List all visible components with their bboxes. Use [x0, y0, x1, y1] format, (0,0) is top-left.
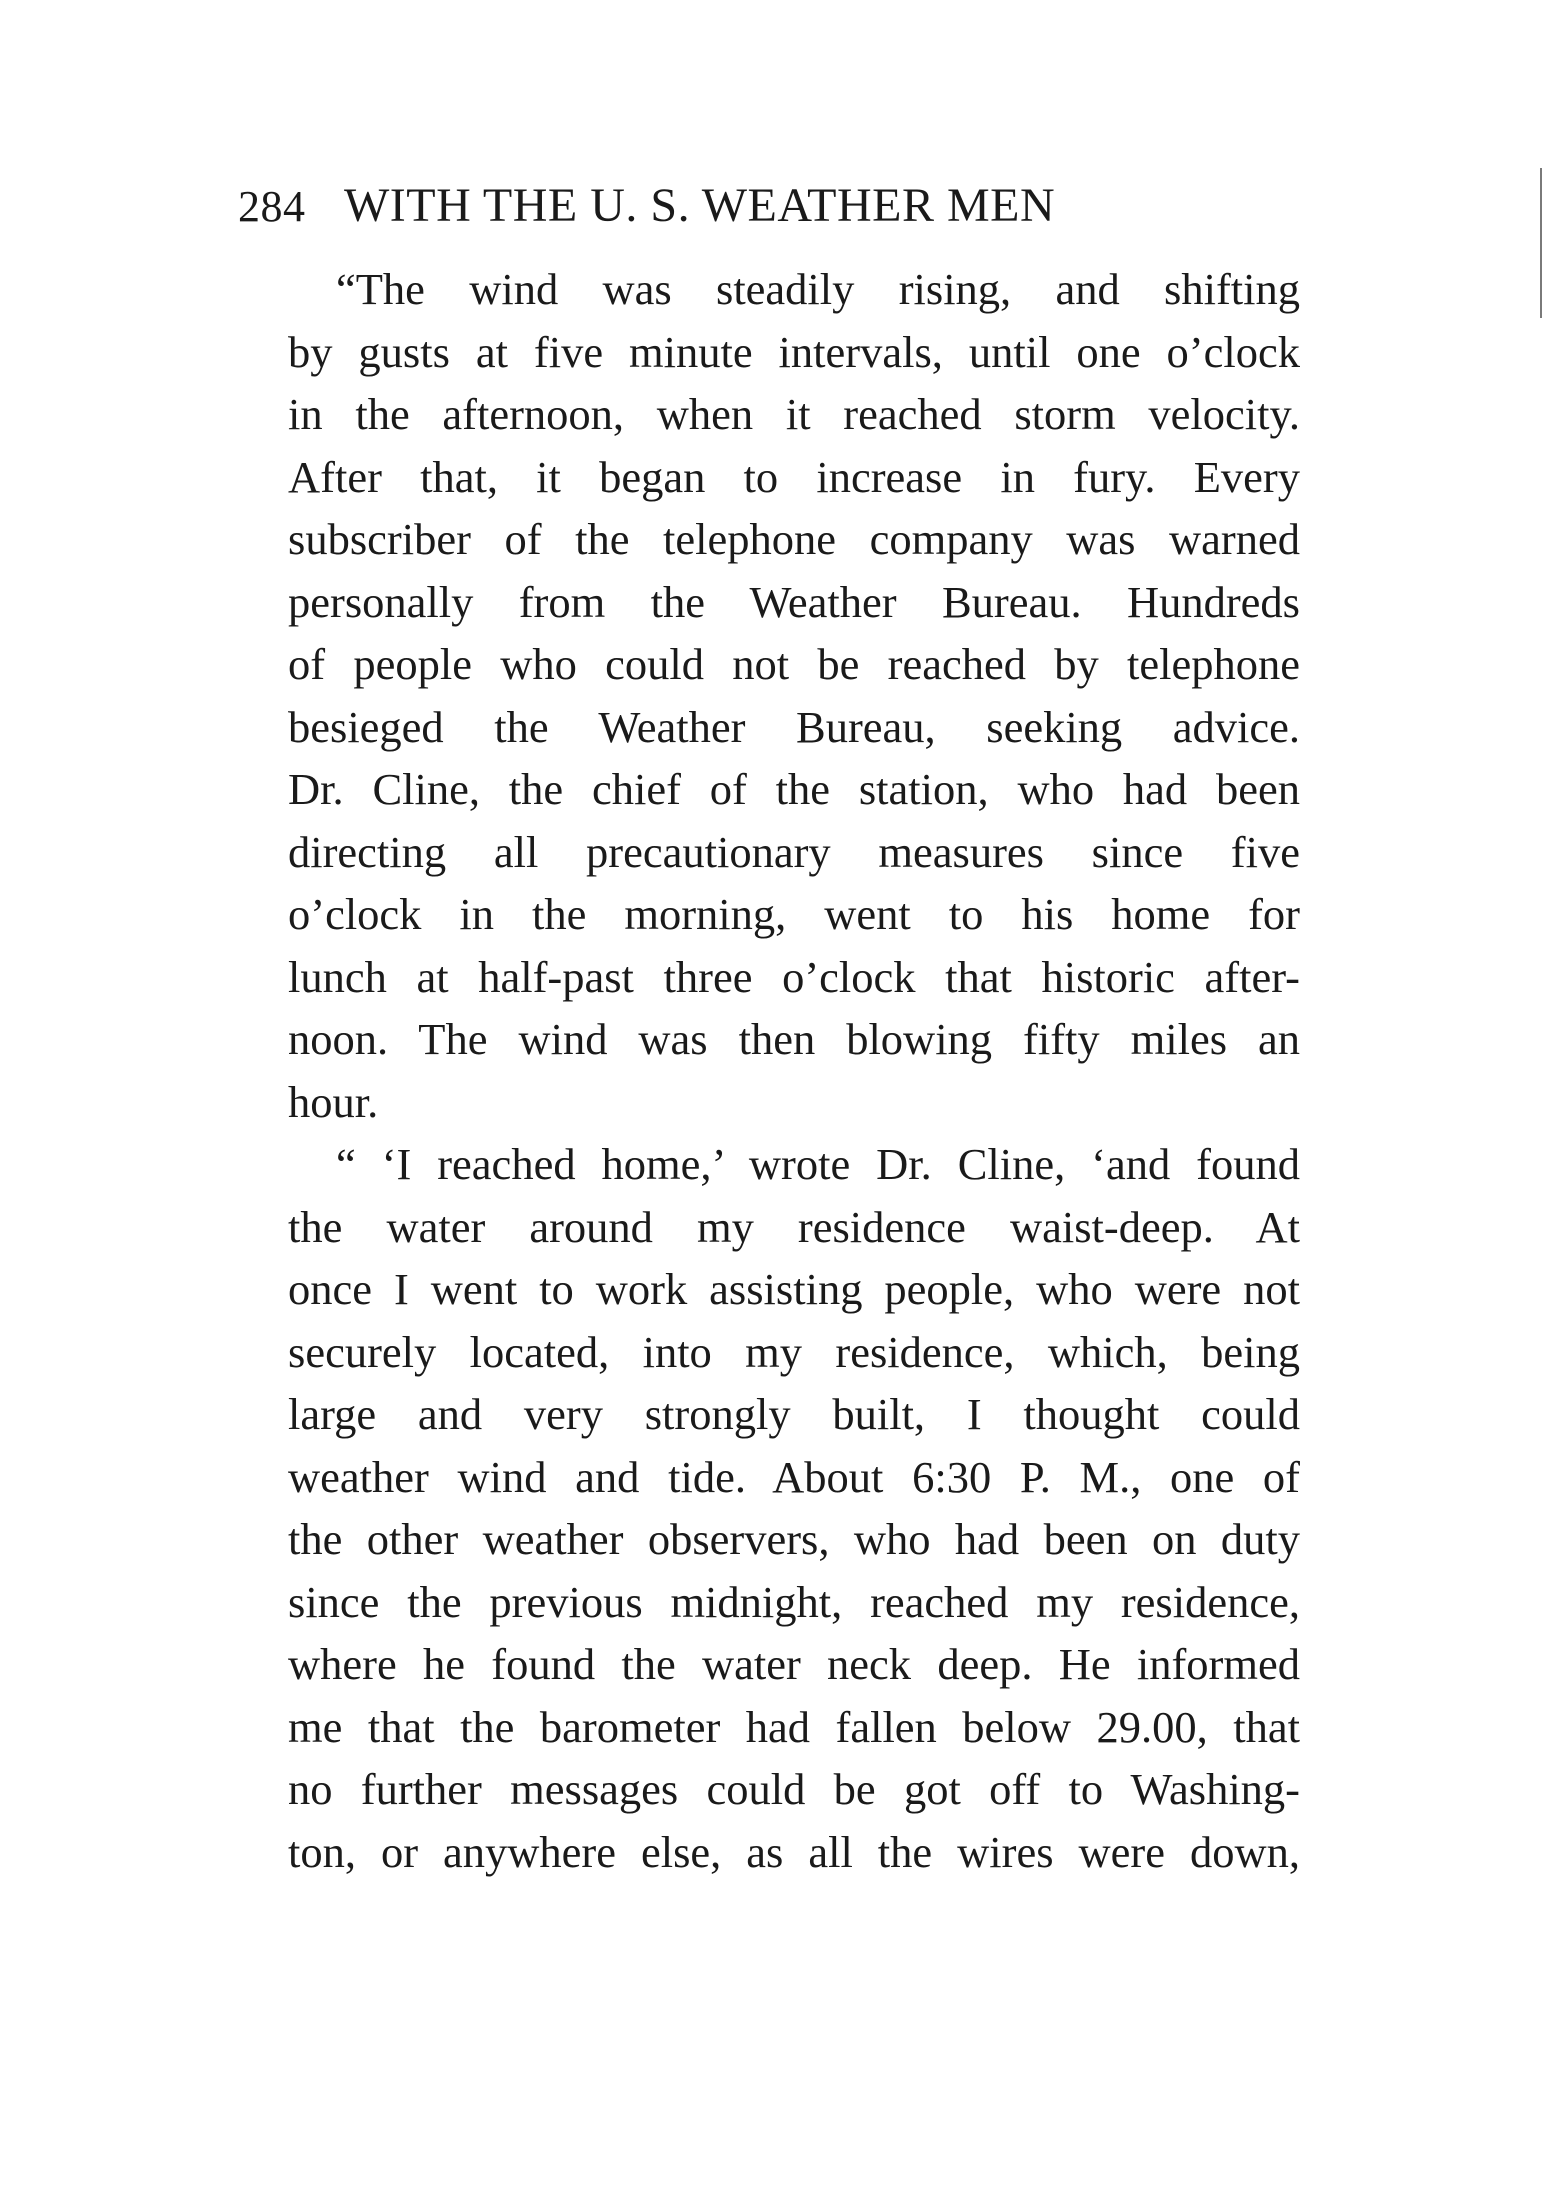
text-line: hour. [288, 1076, 379, 1127]
text-line: “ ‘I reached home,’ wrote Dr. Cline, ‘and found [336, 1139, 1300, 1189]
text-line: lunch at half-past three o’clock that historic after- [288, 951, 1300, 1002]
text-body [238, 258, 1300, 1883]
text-line: the water around my residence waist-deep. At [288, 1201, 1300, 1252]
text-line: o’clock in the morning, went to his home for [288, 889, 1300, 939]
text-line: where he found the water neck deep. He informed [288, 1639, 1300, 1689]
text-line: noon. The wind was then blowing fifty miles an [288, 1014, 1300, 1064]
paragraph-1 [238, 258, 1300, 1133]
text-line: “The wind was steadily rising, and shifting [336, 264, 1300, 314]
text-line: ton, or anywhere else, as all the wires were down, [288, 1826, 1300, 1877]
text-line: by gusts at five minute intervals, until one o’clock [288, 326, 1300, 377]
running-title: WITH THE U. S. WEATHER MEN [344, 179, 1056, 232]
text-line: once I went to work assisting people, who were not [288, 1264, 1300, 1314]
text-line: large and very strongly built, I thought could [288, 1389, 1300, 1439]
text-line: no further messages could be got off to Washing- [288, 1764, 1300, 1814]
text-line: personally from the Weather Bureau. Hundreds [288, 576, 1300, 627]
text-line: besieged the Weather Bureau, seeking advice. [288, 701, 1300, 752]
margin-scan-mark [1540, 168, 1542, 318]
text-line: After that, it began to increase in fury. Every [288, 451, 1300, 502]
text-line: of people who could not be reached by telephone [288, 639, 1300, 689]
text-line: Dr. Cline, the chief of the station, who had been [288, 764, 1300, 814]
text-line: weather wind and tide. About 6:30 P. M., one of [288, 1451, 1300, 1502]
text-line: since the previous midnight, reached my residence, [288, 1576, 1300, 1627]
running-head [238, 176, 1300, 236]
text-line: directing all precautionary measures since five [288, 826, 1300, 877]
paragraph-2 [238, 1133, 1300, 1883]
text-line: the other weather observers, who had been on duty [288, 1514, 1300, 1564]
page-number: 284 [238, 182, 306, 231]
text-line: subscriber of the telephone company was warned [288, 514, 1300, 564]
text-line: securely located, into my residence, which, being [288, 1326, 1300, 1377]
text-line: in the afternoon, when it reached storm velocity. [288, 389, 1300, 439]
text-line: me that the barometer had fallen below 29.00, that [288, 1701, 1300, 1752]
